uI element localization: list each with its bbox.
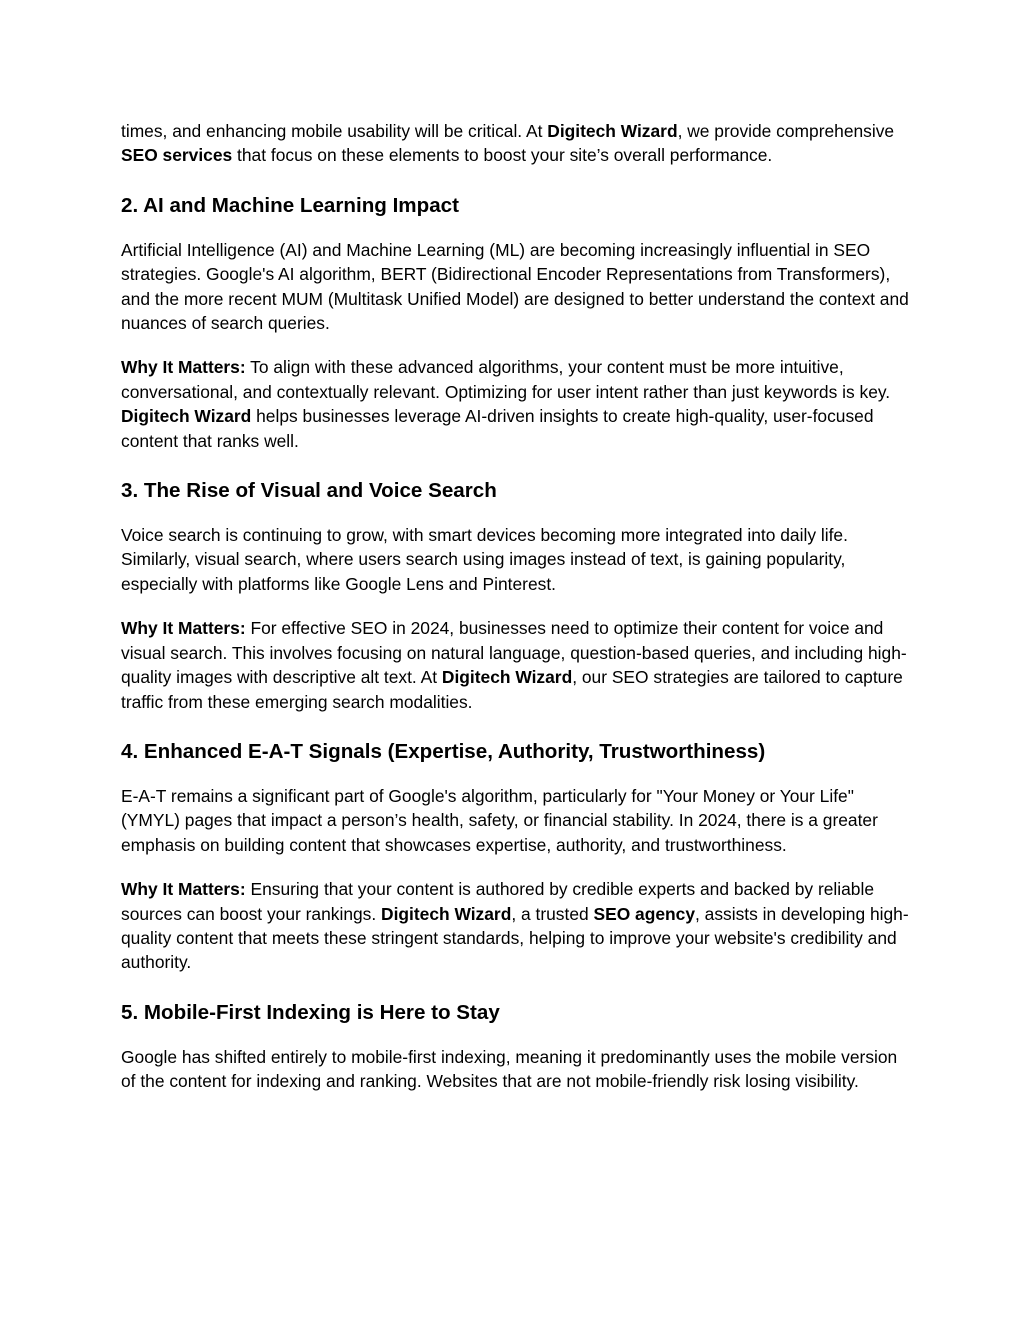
section-eat-paragraph: E-A-T remains a significant part of Google's algorithm, particularly for "Your Money or Your Life" (YMYL) pages that impact a person’s health, safety, or financial stability. In 2024, there is a greater emphasis on building content that showcases expertise, authority, and trustworthiness. (121, 785, 878, 855)
why-text-1: To align with these advanced algorithms, your content must be more intuitive, conversational, and contextually relevant. Optimizing for user intent rather than just keywords is key. (121, 357, 891, 402)
section-heading-mobile-first: 5. Mobile-First Indexing is Here to Stay (121, 1000, 500, 1024)
why-text-1: For effective SEO in 2024, businesses need to optimize their content for voice and visual search. This involves focusing on natural language, question-based queries, and including high-quality images with descriptive alt text. At (121, 618, 907, 688)
intro-text-3: that focus on these elements to boost your site’s overall performance. (232, 145, 773, 166)
section-mobile-first-paragraph: Google has shifted entirely to mobile-first indexing, meaning it predominantly uses the mobile version of the content for indexing and ranking. Websites that are not mobile-friendly risk losing visibility. (121, 1046, 898, 1092)
section-heading-ai: 2. AI and Machine Learning Impact (121, 193, 459, 217)
document-page (121, 119, 911, 1094)
seo-services-term: SEO services (121, 145, 233, 166)
intro-text-1: times, and enhancing mobile usability will be critical. At (121, 121, 548, 141)
why-text-2: , our SEO strategies are tailored to capture traffic from these emerging search modalities. (121, 667, 903, 712)
section-visual-voice-paragraph: Voice search is continuing to grow, with smart devices becoming more integrated into daily life. Similarly, visual search, where users search using images instead of text, is gaining popularity, especially with platforms like Google Lens and Pinterest. (121, 525, 848, 594)
intro-text-2: , we provide comprehensive (677, 121, 895, 141)
brand-name: Digitech Wizard (381, 903, 512, 924)
brand-name: Digitech Wizard (441, 667, 573, 688)
brand-name: Digitech Wizard (547, 121, 678, 141)
why-it-matters-label: Why It Matters: (121, 618, 246, 639)
why-text-1: Ensuring that your content is authored by credible experts and backed by reliable sources can boost your rankings. (121, 879, 875, 924)
section-eat-why-paragraph (121, 877, 911, 975)
why-it-matters-label: Why It Matters: (121, 879, 246, 900)
section-ai-why-paragraph (121, 355, 911, 453)
why-it-matters-label: Why It Matters: (121, 357, 246, 378)
brand-name: Digitech Wizard (121, 406, 252, 427)
seo-agency-term: SEO agency (593, 903, 695, 924)
section-heading-visual-voice: 3. The Rise of Visual and Voice Search (121, 479, 497, 503)
intro-paragraph (121, 119, 911, 168)
section-visual-voice-why-paragraph (121, 616, 911, 714)
section-ai-paragraph: Artificial Intelligence (AI) and Machine Learning (ML) are becoming increasingly influential in SEO strategies. Google's AI algorithm, BERT (Bidirectional Encoder Representations from Transformers), and the more recent MUM (Multitask Unified Model) are designed to better understand the context and nuances of search queries. (121, 239, 909, 334)
why-text-2: helps businesses leverage AI-driven insights to create high-quality, user-focused content that ranks well. (121, 406, 874, 451)
why-text-2: , a trusted (511, 903, 594, 924)
section-heading-eat: 4. Enhanced E-A-T Signals (Expertise, Authority, Trustworthiness) (121, 739, 766, 763)
why-text-3: , assists in developing high-quality content that meets these stringent standards, helping to improve your website's credibility and authority. (121, 903, 909, 973)
